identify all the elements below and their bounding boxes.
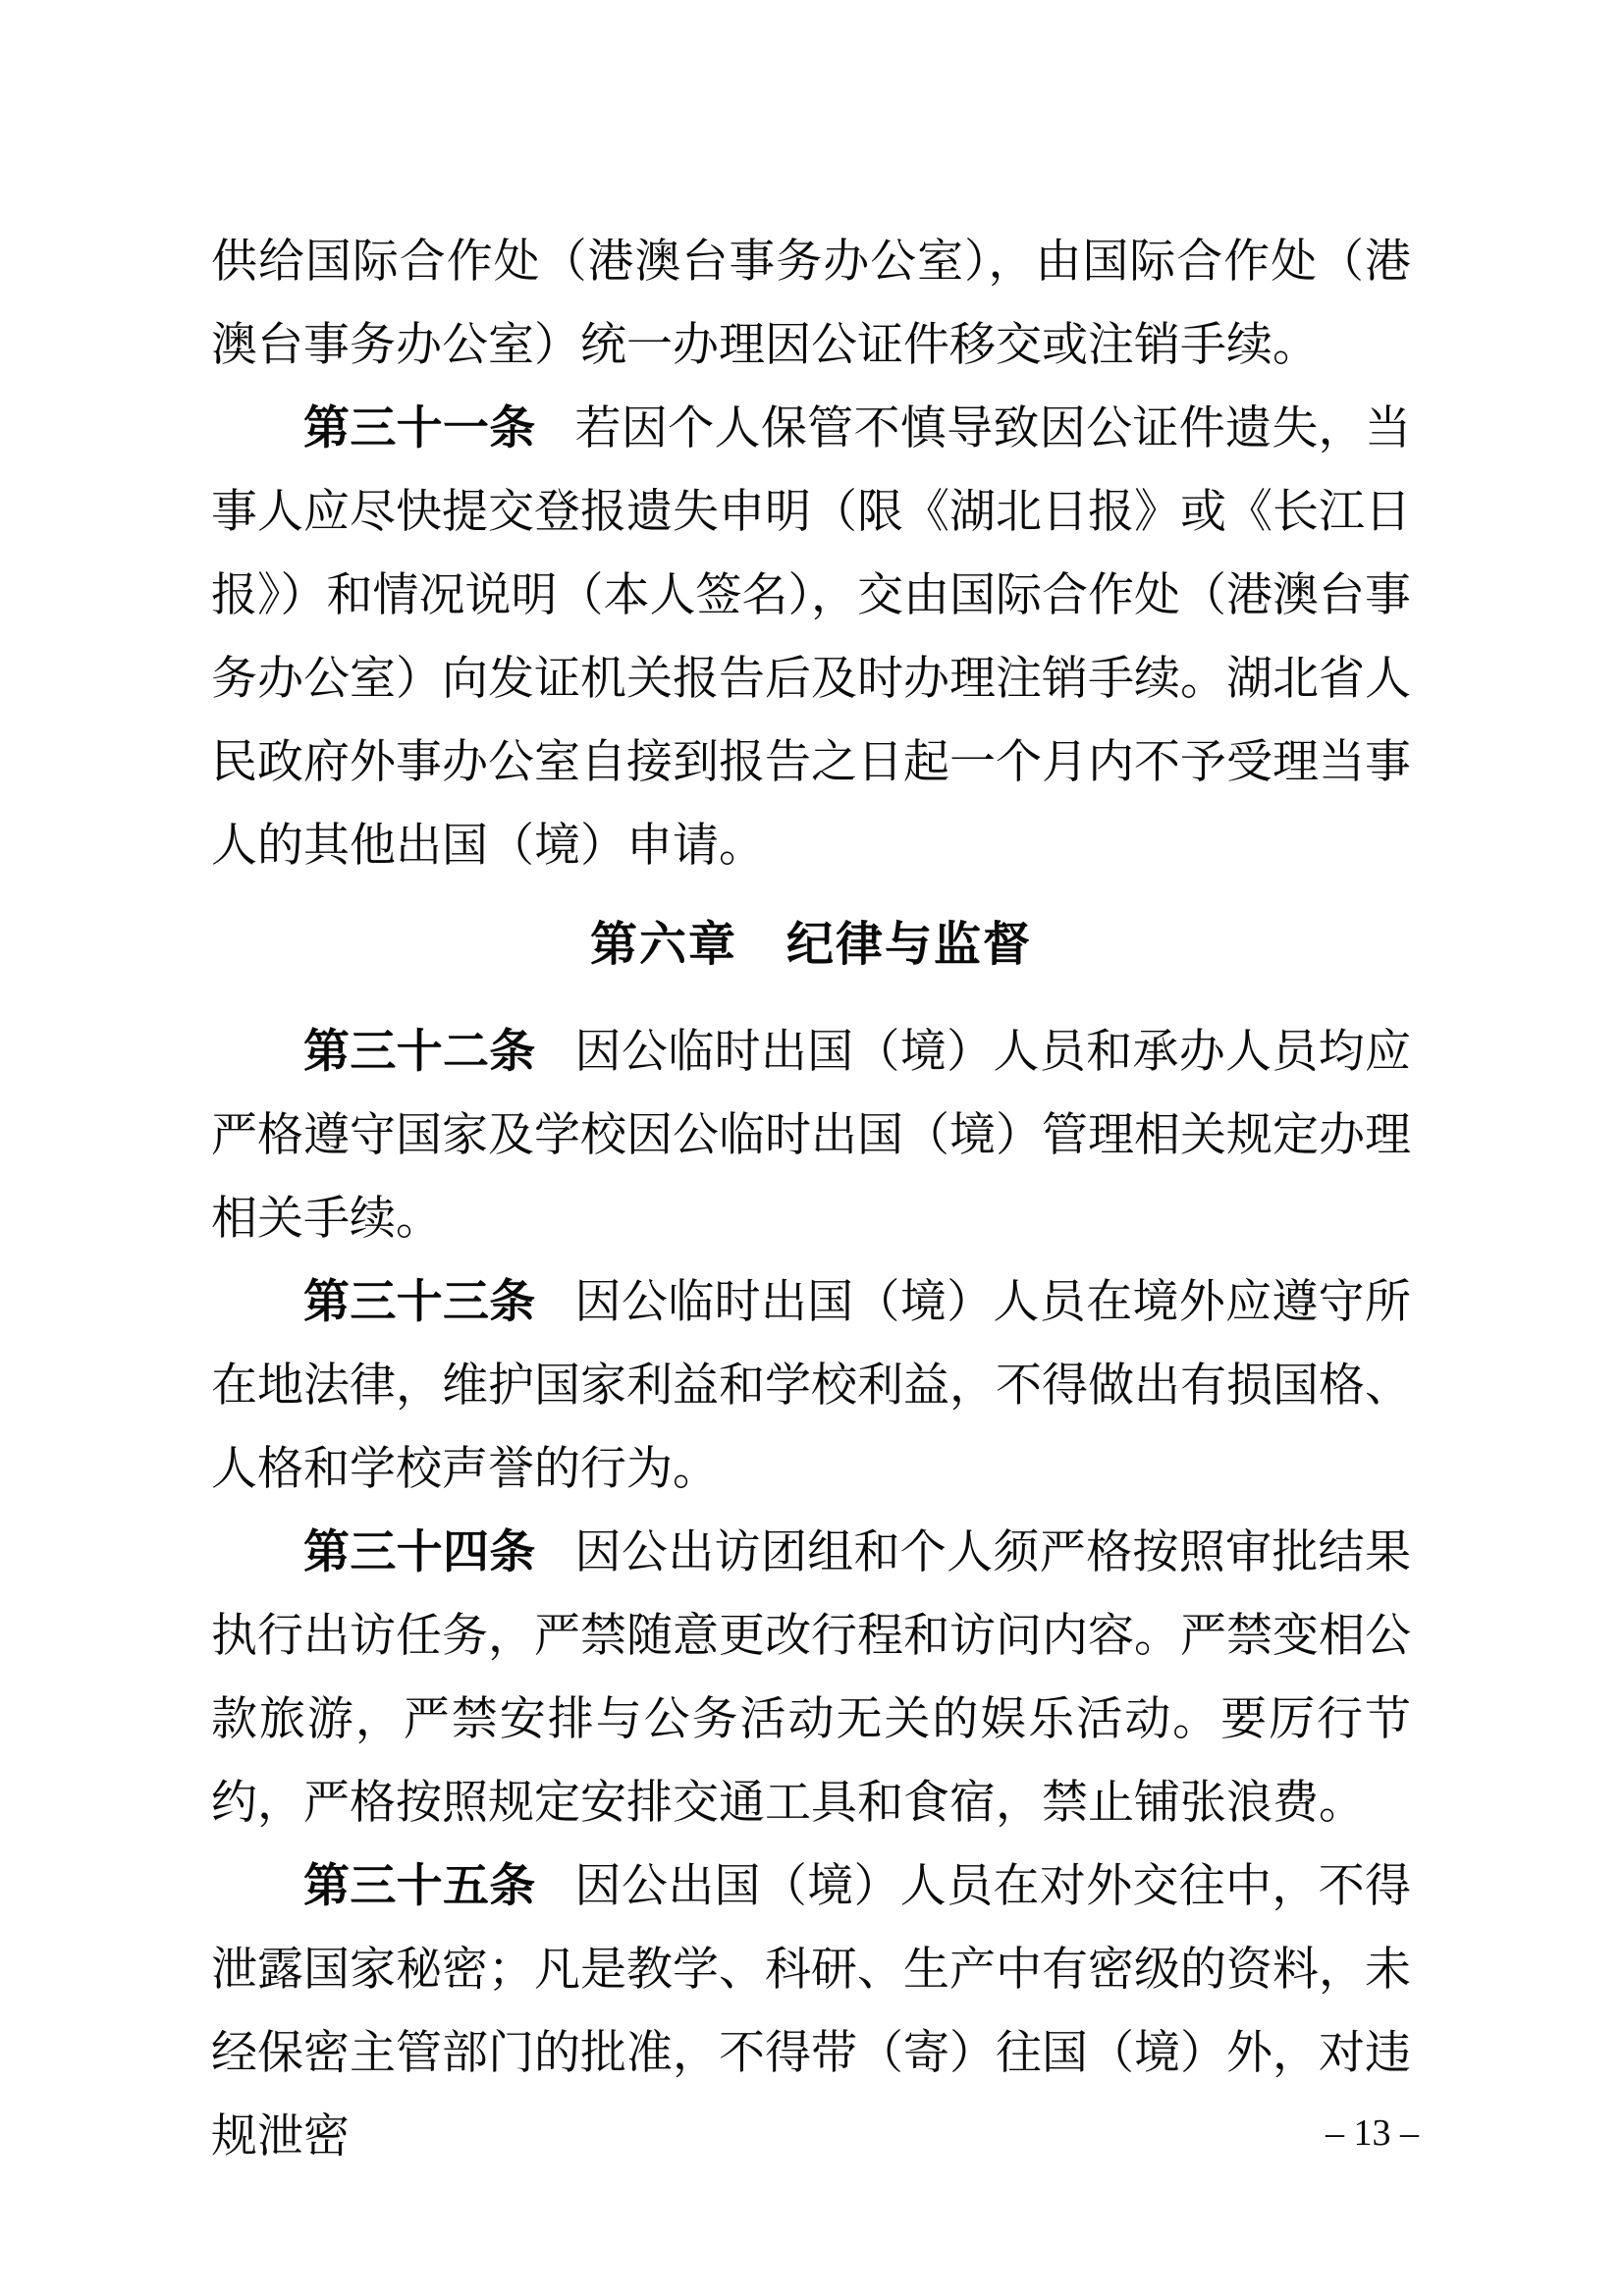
page-number: – 13 – [1326, 2112, 1419, 2154]
continuation-paragraph [211, 221, 1411, 388]
article-31-paragraph [211, 388, 1411, 888]
continuation-paragraph-text: 供给国际合作处（港澳台事务办公室），由国际合作处（港澳台事务办公室）统一办理因公证件移交或注销手续。 [211, 237, 1411, 371]
article-34-paragraph [211, 1512, 1411, 1845]
article-31-number: 第三十一条 [303, 403, 536, 454]
article-35-paragraph [211, 1845, 1411, 2179]
article-34-text: 因公出访团组和个人须严格按照审批结果执行出访任务，严禁随意更改行程和访问内容。严禁变相公款旅游，严禁安排与公务活动无关的娱乐活动。要厉行节约，严格按照规定安排交通工具和食宿，禁止铺张浪费。 [211, 1527, 1412, 1829]
article-33-number: 第三十三条 [303, 1277, 536, 1328]
document-text-block [211, 221, 1411, 2179]
article-32-text: 因公临时出国（境）人员和承办人员均应严格遵守国家及学校因公临时出国（境）管理相关规定办理相关手续。 [211, 1027, 1412, 1245]
article-32-paragraph [211, 1011, 1411, 1261]
article-31-text: 若因个人保管不慎导致因公证件遗失，当事人应尽快提交登报遗失申明（限《湖北日报》或《长江日报》）和情况说明（本人签名），交由国际合作处（港澳台事务办公室）向发证机关报告后及时办理注销手续。湖北省人民政府外事办公室自接到报告之日起一个月内不予受理当事人的其他出国（境）申请。 [211, 403, 1412, 872]
article-32-number: 第三十二条 [303, 1027, 536, 1078]
article-35-text: 因公出国（境）人员在对外交往中，不得泄露国家秘密；凡是教学、科研、生产中有密级的资料，未经保密主管部门的批准，不得带（寄）往国（境）外，对违规泄密 [211, 1861, 1412, 2163]
article-33-text: 因公临时出国（境）人员在境外应遵守所在地法律，维护国家利益和学校利益，不得做出有损国格、人格和学校声誉的行为。 [211, 1277, 1412, 1495]
article-35-number: 第三十五条 [303, 1861, 536, 1912]
article-34-number: 第三十四条 [303, 1527, 536, 1578]
chapter-6-heading: 第六章 纪律与监督 [589, 919, 1032, 971]
article-33-paragraph [211, 1261, 1411, 1512]
